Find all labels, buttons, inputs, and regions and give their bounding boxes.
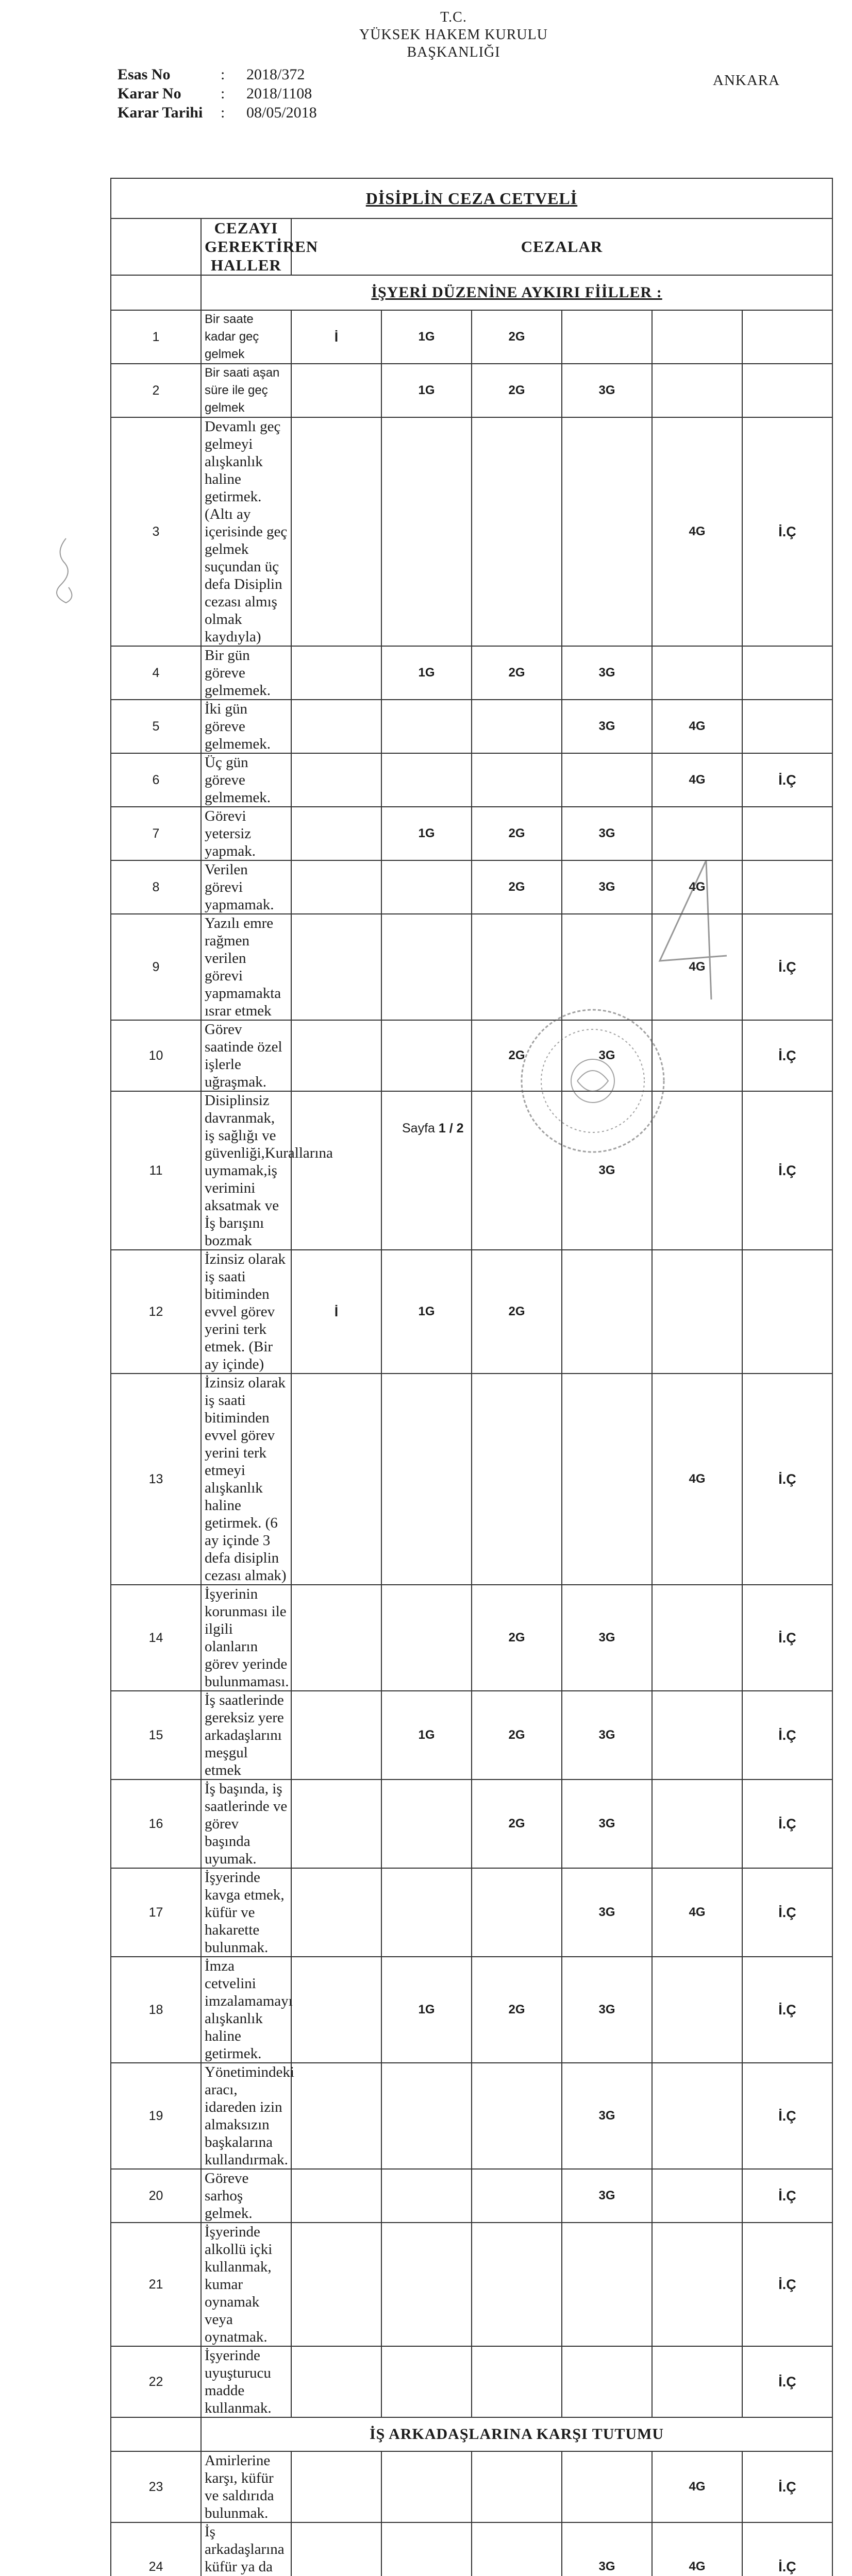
row-marker	[291, 1020, 381, 1091]
row-marker	[291, 700, 381, 753]
penalty-cell	[472, 2169, 562, 2223]
row-number: 19	[111, 2063, 201, 2169]
row-description: İzinsiz olarak iş saati bitiminden evvel görev yerini terk etmeyi alışkanlık haline getirmek. (6 ay içinde 3 defa disiplin cezası almak)	[201, 1374, 291, 1585]
row-number: 23	[111, 2451, 201, 2522]
penalty-cell: 3G	[562, 700, 652, 753]
penalty-table	[110, 178, 833, 2576]
penalty-cell: 3G	[562, 2522, 652, 2576]
row-marker	[291, 914, 381, 1020]
penalty-cell	[562, 1250, 652, 1374]
penalty-cell	[381, 1374, 472, 1585]
penalty-cell: İ.Ç	[742, 2522, 832, 2576]
penalty-cell: İ.Ç	[742, 1091, 832, 1250]
penalty-cell: İ.Ç	[742, 1691, 832, 1780]
row-number: 10	[111, 1020, 201, 1091]
penalty-cell	[472, 2522, 562, 2576]
penalty-cell	[381, 860, 472, 914]
column-header-row	[111, 218, 832, 275]
penalty-cell: 3G	[562, 1780, 652, 1868]
penalty-cell: İ.Ç	[742, 914, 832, 1020]
empty-cell	[111, 218, 201, 275]
table-row	[111, 364, 832, 417]
penalty-cell	[562, 2346, 652, 2417]
table-title: DİSİPLİN CEZA CETVELİ	[111, 178, 832, 218]
table-row	[111, 2522, 832, 2576]
penalty-cell: 4G	[652, 753, 742, 807]
column-header-penalties: CEZALAR	[291, 218, 832, 275]
row-description: İki gün göreve gelmemek.	[201, 700, 291, 753]
section-row	[111, 275, 832, 310]
table-row	[111, 807, 832, 860]
penalty-cell: 2G	[472, 646, 562, 700]
handwritten-number-icon	[649, 858, 732, 1002]
row-description: Bir saati aşan süre ile geç gelmek	[201, 364, 291, 417]
row-number: 13	[111, 1374, 201, 1585]
row-description: İş arkadaşlarına küfür ya da	[201, 2522, 291, 2576]
row-number: 22	[111, 2346, 201, 2417]
penalty-cell: 2G	[472, 807, 562, 860]
penalty-cell	[381, 914, 472, 1020]
penalty-cell: 3G	[562, 2063, 652, 2169]
row-marker	[291, 1374, 381, 1585]
page-indicator	[402, 1121, 464, 1136]
row-description: İş başında, iş saatlerinde ve görev başında uyumak.	[201, 1780, 291, 1868]
penalty-cell: 3G	[562, 2169, 652, 2223]
penalty-cell	[562, 1374, 652, 1585]
penalty-cell	[381, 1091, 472, 1250]
column-header-cases: CEZAYI GEREKTİREN HALLER	[201, 218, 291, 275]
penalty-cell: İ.Ç	[742, 2223, 832, 2346]
penalty-cell	[742, 1250, 832, 1374]
table-row	[111, 1585, 832, 1691]
row-description: Göreve sarhoş gelmek.	[201, 2169, 291, 2223]
penalty-cell: 4G	[652, 417, 742, 646]
row-marker	[291, 1868, 381, 1957]
penalty-cell	[472, 417, 562, 646]
table-row	[111, 1250, 832, 1374]
row-description: İşyerinde uyuşturucu madde kullanmak.	[201, 2346, 291, 2417]
penalty-cell: İ.Ç	[742, 1020, 832, 1091]
penalty-cell	[562, 2451, 652, 2522]
row-description: Görevi yetersiz yapmak.	[201, 807, 291, 860]
penalty-cell: 1G	[381, 310, 472, 364]
row-number: 18	[111, 1957, 201, 2063]
penalty-cell: 2G	[472, 1957, 562, 2063]
penalty-cell: 3G	[562, 1091, 652, 1250]
row-number: 1	[111, 310, 201, 364]
row-marker	[291, 2522, 381, 2576]
meta-row-karar	[118, 84, 317, 103]
row-description: Üç gün göreve gelmemek.	[201, 753, 291, 807]
penalty-cell	[652, 364, 742, 417]
row-number: 8	[111, 860, 201, 914]
penalty-cell	[381, 2223, 472, 2346]
penalty-cell: İ.Ç	[742, 2063, 832, 2169]
row-marker	[291, 1585, 381, 1691]
penalty-cell: İ.Ç	[742, 1957, 832, 2063]
penalty-cell	[652, 2346, 742, 2417]
penalty-cell: 3G	[562, 1868, 652, 1957]
penalty-cell	[381, 417, 472, 646]
page-number: 1	[438, 1121, 446, 1136]
meta-label: Karar Tarihi	[118, 104, 203, 121]
table-row	[111, 2451, 832, 2522]
table-title-row	[111, 178, 832, 218]
penalty-cell	[652, 1250, 742, 1374]
penalty-cell: 3G	[562, 646, 652, 700]
handwritten-mark-icon	[45, 536, 87, 608]
penalty-cell: 3G	[562, 807, 652, 860]
row-number: 14	[111, 1585, 201, 1691]
table-row	[111, 1957, 832, 2063]
penalty-cell: İ.Ç	[742, 417, 832, 646]
penalty-cell	[652, 310, 742, 364]
table-row	[111, 2169, 832, 2223]
penalty-cell	[381, 1020, 472, 1091]
penalty-cell	[472, 1868, 562, 1957]
row-marker	[291, 1091, 381, 1250]
penalty-cell	[652, 1780, 742, 1868]
table-row	[111, 1868, 832, 1957]
row-marker	[291, 2451, 381, 2522]
meta-value: 2018/1108	[246, 85, 312, 102]
table-row	[111, 1780, 832, 1868]
penalty-cell: 4G	[652, 914, 742, 1020]
row-number: 16	[111, 1780, 201, 1868]
penalty-cell	[472, 2063, 562, 2169]
row-marker: İ	[291, 1250, 381, 1374]
penalty-cell: 2G	[472, 310, 562, 364]
penalty-cell: 3G	[562, 1691, 652, 1780]
table-row	[111, 646, 832, 700]
row-number: 17	[111, 1868, 201, 1957]
row-description: Devamlı geç gelmeyi alışkanlık haline getirmek.(Altı ay içerisinde geç gelmek suçundan üç defa Disiplin cezası almış olmak kaydıyla)	[201, 417, 291, 646]
penalty-cell: İ.Ç	[742, 2169, 832, 2223]
penalty-cell	[742, 807, 832, 860]
meta-colon: :	[221, 85, 225, 102]
penalty-cell	[381, 1585, 472, 1691]
penalty-cell: İ.Ç	[742, 1780, 832, 1868]
penalty-cell: 1G	[381, 1691, 472, 1780]
penalty-cell	[472, 2451, 562, 2522]
penalty-cell	[742, 646, 832, 700]
penalty-cell: 4G	[652, 1868, 742, 1957]
penalty-cell	[652, 2063, 742, 2169]
meta-row-esas	[118, 65, 317, 84]
row-number: 15	[111, 1691, 201, 1780]
row-marker	[291, 1780, 381, 1868]
row-description: İmza cetvelini imzalamamayı alışkanlık haline getirmek.	[201, 1957, 291, 2063]
penalty-cell: İ.Ç	[742, 2346, 832, 2417]
penalty-cell	[562, 310, 652, 364]
table-row	[111, 310, 832, 364]
penalty-cell: 3G	[562, 364, 652, 417]
section-row	[111, 2417, 832, 2451]
case-meta	[118, 65, 317, 122]
penalty-cell: İ.Ç	[742, 753, 832, 807]
penalty-cell: İ.Ç	[742, 2451, 832, 2522]
penalty-cell	[562, 2223, 652, 2346]
row-number: 7	[111, 807, 201, 860]
penalty-cell	[562, 753, 652, 807]
row-marker	[291, 807, 381, 860]
table-row	[111, 417, 832, 646]
row-marker	[291, 2346, 381, 2417]
empty-cell	[111, 2417, 201, 2451]
penalty-cell: 2G	[472, 364, 562, 417]
penalty-cell	[472, 2346, 562, 2417]
penalty-cell	[381, 1780, 472, 1868]
header-presidency: BAŞKANLIĞI	[407, 44, 500, 60]
penalty-cell: 1G	[381, 1250, 472, 1374]
page-total: 2	[456, 1121, 464, 1136]
header-institution: YÜKSEK HAKEM KURULU	[359, 27, 548, 43]
table-row	[111, 2063, 832, 2169]
row-marker	[291, 2063, 381, 2169]
row-marker	[291, 417, 381, 646]
penalty-cell: 3G	[562, 1957, 652, 2063]
row-marker	[291, 860, 381, 914]
table-row	[111, 753, 832, 807]
meta-row-tarih	[118, 103, 317, 122]
penalty-cell	[652, 2169, 742, 2223]
row-description: İşyerinin korunması ile ilgili olanların görev yerinde bulunmaması.	[201, 1585, 291, 1691]
penalty-cell	[381, 2451, 472, 2522]
row-description: Yazılı emre rağmen verilen görevi yapmamakta ısrar etmek	[201, 914, 291, 1020]
penalty-cell: 1G	[381, 646, 472, 700]
penalty-cell: 3G	[562, 1585, 652, 1691]
meta-colon: :	[221, 104, 225, 121]
table-row	[111, 1691, 832, 1780]
row-description: Görev saatinde özel işlerle uğraşmak.	[201, 1020, 291, 1091]
penalty-cell: 2G	[472, 1250, 562, 1374]
table-row	[111, 700, 832, 753]
penalty-cell: 1G	[381, 364, 472, 417]
row-marker	[291, 1957, 381, 2063]
meta-label: Esas No	[118, 66, 171, 83]
row-number: 5	[111, 700, 201, 753]
penalty-cell	[472, 2223, 562, 2346]
penalty-cell	[742, 364, 832, 417]
penalty-cell	[742, 700, 832, 753]
penalty-cell	[381, 2522, 472, 2576]
row-description: Amirlerine karşı, küfür ve saldırıda bulunmak.	[201, 2451, 291, 2522]
penalty-cell: 3G	[562, 1020, 652, 1091]
penalty-cell: 2G	[472, 1585, 562, 1691]
city: ANKARA	[713, 72, 780, 89]
penalty-cell	[472, 753, 562, 807]
penalty-cell	[652, 807, 742, 860]
penalty-cell	[472, 700, 562, 753]
row-marker	[291, 1691, 381, 1780]
row-number: 3	[111, 417, 201, 646]
row-description: Yönetimindeki aracı, idareden izin almaksızın başkalarına kullandırmak.	[201, 2063, 291, 2169]
meta-value: 2018/372	[246, 66, 305, 83]
penalty-cell: 2G	[472, 860, 562, 914]
penalty-cell	[381, 1868, 472, 1957]
meta-value: 08/05/2018	[246, 104, 317, 121]
row-number: 6	[111, 753, 201, 807]
row-marker	[291, 646, 381, 700]
table-row	[111, 1020, 832, 1091]
penalty-cell: İ.Ç	[742, 1868, 832, 1957]
row-description: Bir saate kadar geç gelmek	[201, 310, 291, 364]
table-row	[111, 2223, 832, 2346]
row-marker	[291, 364, 381, 417]
penalty-cell: 4G	[652, 1374, 742, 1585]
penalty-cell: 4G	[652, 2522, 742, 2576]
penalty-cell	[381, 2346, 472, 2417]
penalty-cell: 2G	[472, 1691, 562, 1780]
row-description: İşyerinde alkollü içki kullanmak, kumar oynamak veya oynatmak.	[201, 2223, 291, 2346]
row-number: 4	[111, 646, 201, 700]
row-marker	[291, 2223, 381, 2346]
meta-colon: :	[221, 66, 225, 83]
row-number: 11	[111, 1091, 201, 1250]
penalty-cell: 2G	[472, 1020, 562, 1091]
table-row	[111, 2346, 832, 2417]
penalty-cell: 1G	[381, 1957, 472, 2063]
penalty-cell: İ.Ç	[742, 1585, 832, 1691]
page-prefix: Sayfa	[402, 1121, 435, 1136]
penalty-cell: 4G	[652, 2451, 742, 2522]
penalty-cell	[652, 1691, 742, 1780]
penalty-cell: 3G	[562, 860, 652, 914]
penalty-cell	[652, 646, 742, 700]
row-description: Verilen görevi yapmamak.	[201, 860, 291, 914]
section-heading: İŞYERİ DÜZENİNE AYKIRI FİİLLER :	[201, 275, 832, 310]
penalty-cell	[381, 2063, 472, 2169]
penalty-cell	[742, 860, 832, 914]
row-description: İzinsiz olarak iş saati bitiminden evvel görev yerini terk etmek. (Bir ay içinde)	[201, 1250, 291, 1374]
table-row	[111, 1374, 832, 1585]
header-tc: T.C.	[440, 9, 467, 25]
row-description: İş saatlerinde gereksiz yere arkadaşlarını meşgul etmek	[201, 1691, 291, 1780]
row-number: 21	[111, 2223, 201, 2346]
penalty-cell: 1G	[381, 807, 472, 860]
penalty-cell: 4G	[652, 700, 742, 753]
row-number: 2	[111, 364, 201, 417]
page-separator: /	[449, 1121, 453, 1136]
row-number: 9	[111, 914, 201, 1020]
row-number: 12	[111, 1250, 201, 1374]
penalty-cell	[652, 1585, 742, 1691]
empty-cell	[111, 275, 201, 310]
penalty-cell: İ.Ç	[742, 1374, 832, 1585]
penalty-cell: 2G	[472, 1780, 562, 1868]
penalty-cell	[652, 2223, 742, 2346]
penalty-cell	[472, 1374, 562, 1585]
row-marker	[291, 2169, 381, 2223]
row-marker: İ	[291, 310, 381, 364]
row-marker	[291, 753, 381, 807]
penalty-cell	[381, 700, 472, 753]
row-description: İşyerinde kavga etmek, küfür ve hakarette bulunmak.	[201, 1868, 291, 1957]
penalty-cell: 4G	[652, 860, 742, 914]
seal-stamp	[515, 1004, 670, 1158]
section-heading: İŞ ARKADAŞLARINA KARŞI TUTUMU	[201, 2417, 832, 2451]
penalty-cell	[742, 310, 832, 364]
penalty-cell	[381, 2169, 472, 2223]
meta-label: Karar No	[118, 85, 181, 102]
penalty-cell	[562, 417, 652, 646]
row-description: Bir gün göreve gelmemek.	[201, 646, 291, 700]
penalty-cell	[381, 753, 472, 807]
row-description: Disiplinsiz davranmak, iş sağlığı ve güvenliği,Kurallarına uymamak,iş verimini aksatmak ve İş barışını bozmak	[201, 1091, 291, 1250]
penalty-cell	[652, 1957, 742, 2063]
row-number: 24	[111, 2522, 201, 2576]
table-row	[111, 1091, 832, 1250]
row-number: 20	[111, 2169, 201, 2223]
